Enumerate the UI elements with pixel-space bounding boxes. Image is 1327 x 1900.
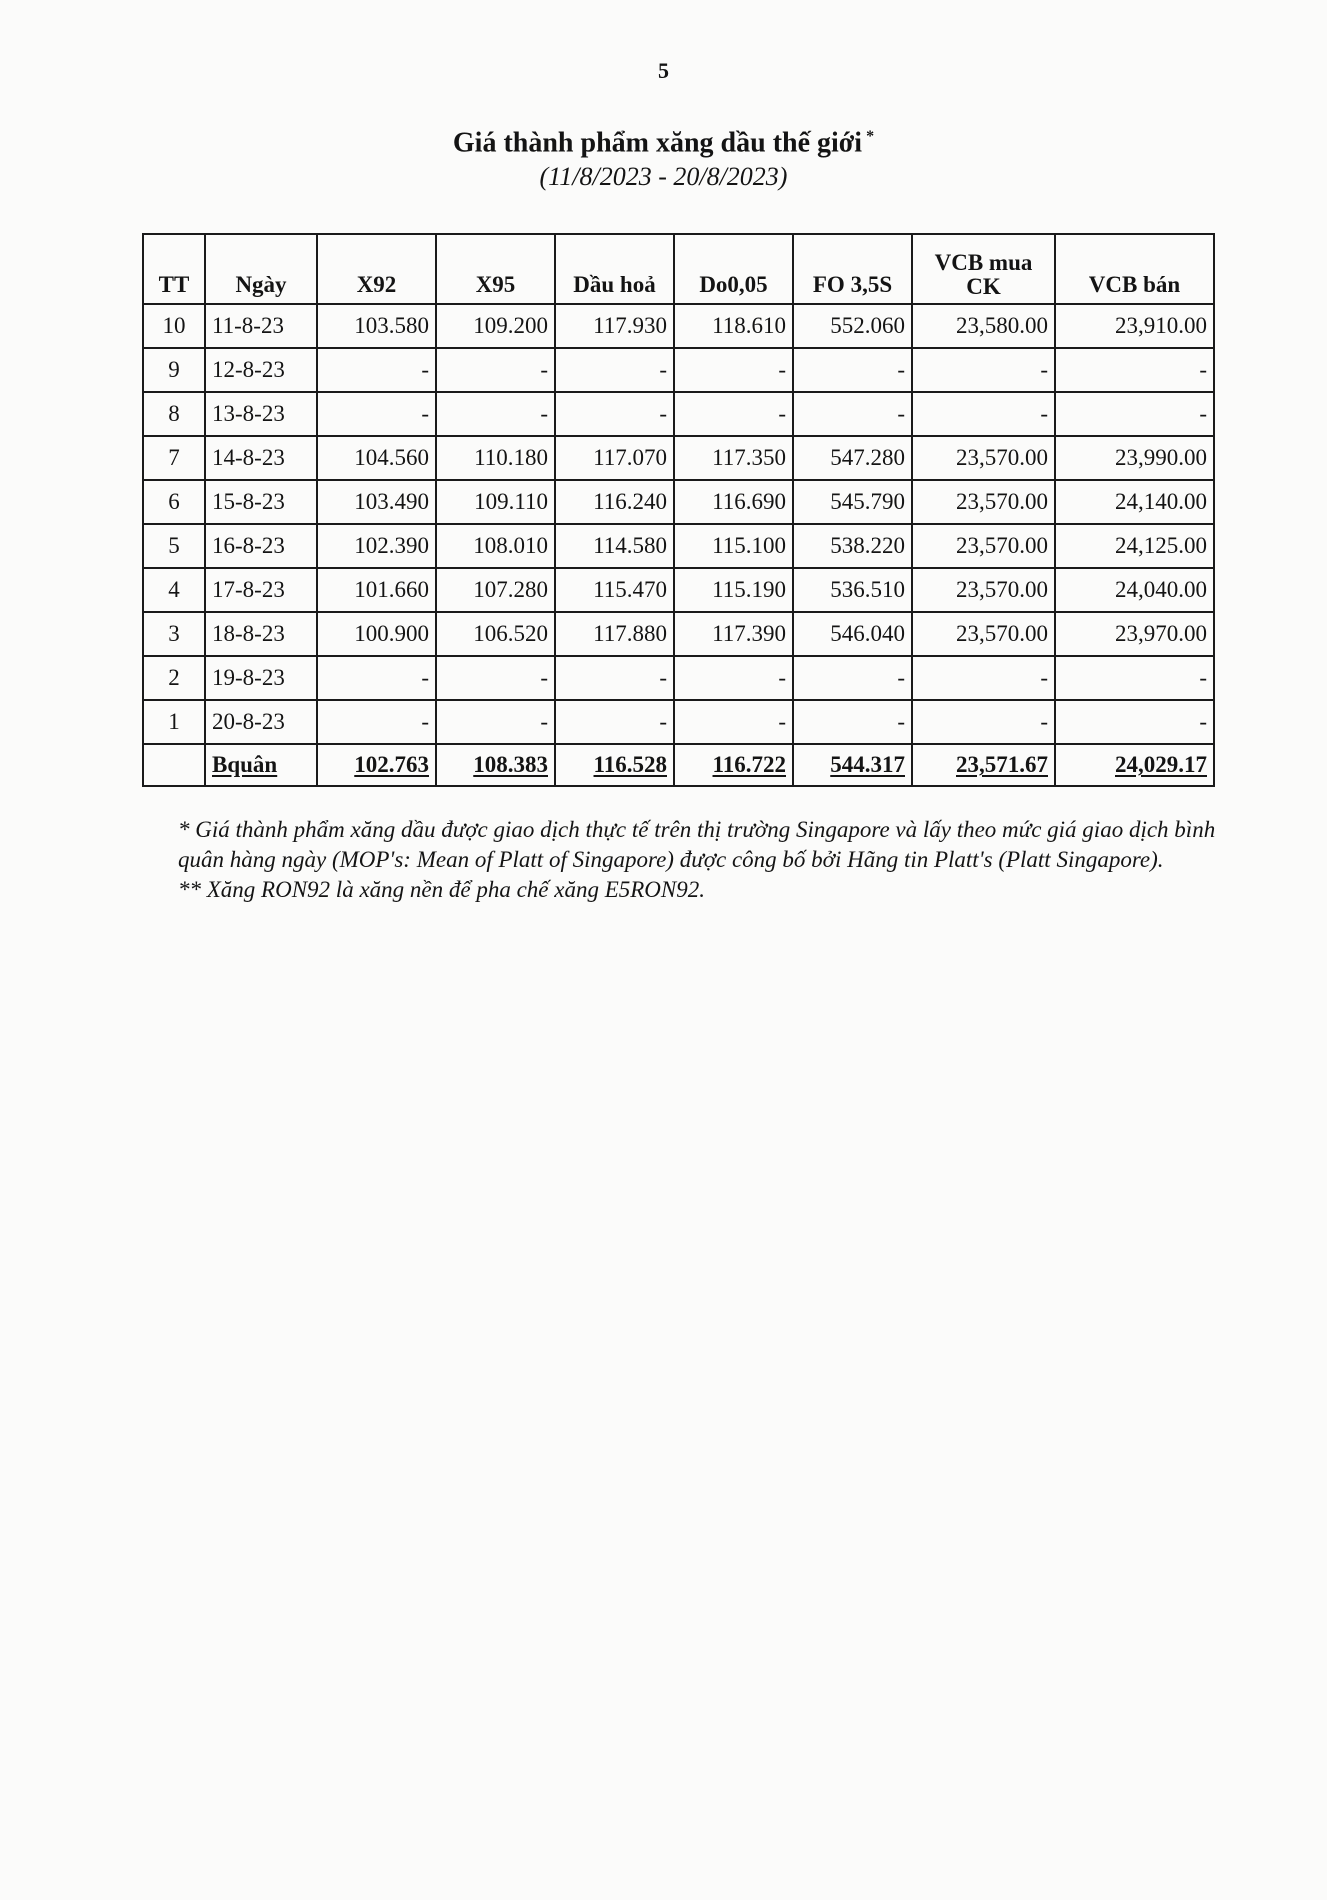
date-cell: 11-8-23 [205,304,317,348]
value-cell: 115.470 [555,568,674,612]
row-index-cell: 7 [143,436,205,480]
header-tt: TT [143,234,205,304]
average-value: 116.722 [712,752,786,777]
table-row [143,348,1214,392]
value-cell: - [436,700,555,744]
value-cell: - [912,656,1055,700]
average-value: 23,571.67 [956,752,1048,777]
value-cell: - [555,700,674,744]
value-cell: 115.190 [674,568,793,612]
value-cell: 116.240 [555,480,674,524]
value-cell: 545.790 [793,480,912,524]
date-cell: 12-8-23 [205,348,317,392]
value-cell: 23,570.00 [912,480,1055,524]
value-cell: 102.390 [317,524,436,568]
header-diesel: Do0,05 [674,234,793,304]
average-value-cell [793,744,912,786]
table-row [143,304,1214,348]
value-cell: - [1055,348,1214,392]
value-cell: 23,580.00 [912,304,1055,348]
table-row [143,568,1214,612]
average-value-cell [436,744,555,786]
header-x92: X92 [317,234,436,304]
date-cell: 19-8-23 [205,656,317,700]
value-cell: 23,910.00 [1055,304,1214,348]
value-cell: - [793,348,912,392]
footnote-2: ** Xăng RON92 là xăng nền để pha chế xăng E5RON92. [178,877,705,902]
value-cell: 100.900 [317,612,436,656]
value-cell: 103.580 [317,304,436,348]
date-cell: 17-8-23 [205,568,317,612]
value-cell: 118.610 [674,304,793,348]
row-index-cell: 1 [143,700,205,744]
row-index-cell: 3 [143,612,205,656]
header-fuel-oil: FO 3,5S [793,234,912,304]
value-cell: - [793,656,912,700]
value-cell: - [912,700,1055,744]
value-cell: - [436,348,555,392]
average-value-cell [674,744,793,786]
value-cell: 107.280 [436,568,555,612]
table-body [143,304,1214,786]
page-title [0,120,1327,160]
title-block [0,120,1327,194]
value-cell: - [793,700,912,744]
value-cell: - [436,656,555,700]
date-cell: 15-8-23 [205,480,317,524]
value-cell: 103.490 [317,480,436,524]
value-cell: 117.070 [555,436,674,480]
value-cell: 109.200 [436,304,555,348]
value-cell: 23,970.00 [1055,612,1214,656]
value-cell: 101.660 [317,568,436,612]
date-range-subtitle: (11/8/2023 - 20/8/2023) [539,162,788,192]
row-index-cell: 10 [143,304,205,348]
table-row [143,480,1214,524]
average-value: 116.528 [593,752,667,777]
value-cell: - [555,348,674,392]
value-cell: - [317,392,436,436]
value-cell: 114.580 [555,524,674,568]
average-value: 108.383 [473,752,548,777]
value-cell: 115.100 [674,524,793,568]
table-row [143,524,1214,568]
date-cell: 20-8-23 [205,700,317,744]
value-cell: - [674,700,793,744]
value-cell: 110.180 [436,436,555,480]
footnote-1: * Giá thành phẩm xăng dầu được giao dịch thực tế trên thị trường Singapore và lấy theo mức giá giao dịch bình quân hàng ngày (MOP's: Mean of Platt of Singapore) được công bố bởi Hãng tin Platt's (Platt Singapore). [178,817,1216,872]
row-index-cell: 9 [143,348,205,392]
value-cell: - [317,656,436,700]
value-cell: - [674,392,793,436]
value-cell: - [674,656,793,700]
average-value-cell [555,744,674,786]
value-cell: - [1055,656,1214,700]
average-empty-cell [143,744,205,786]
average-value: 102.763 [354,752,429,777]
table-header-row [143,234,1214,304]
value-cell: - [674,348,793,392]
title-footnote-mark: * [866,128,875,145]
value-cell: 23,570.00 [912,612,1055,656]
row-index-cell: 8 [143,392,205,436]
row-index-cell: 6 [143,480,205,524]
average-row [143,744,1214,786]
page-number: 5 [658,58,669,83]
average-label-cell [205,744,317,786]
value-cell: 116.690 [674,480,793,524]
value-cell: 23,570.00 [912,524,1055,568]
value-cell: - [912,392,1055,436]
value-cell: 117.350 [674,436,793,480]
value-cell: 108.010 [436,524,555,568]
value-cell: 23,990.00 [1055,436,1214,480]
value-cell: 117.390 [674,612,793,656]
value-cell: - [317,348,436,392]
row-index-cell: 4 [143,568,205,612]
value-cell: - [1055,700,1214,744]
value-cell: 547.280 [793,436,912,480]
average-label: Bquân [212,752,278,777]
value-cell: 23,570.00 [912,568,1055,612]
header-vcb-sell: VCB bán [1055,234,1214,304]
row-index-cell: 5 [143,524,205,568]
table-row [143,656,1214,700]
value-cell: 552.060 [793,304,912,348]
value-cell: - [436,392,555,436]
value-cell: - [317,700,436,744]
average-value-cell [1055,744,1214,786]
header-kerosene: Dầu hoả [555,234,674,304]
value-cell: - [1055,392,1214,436]
footnotes [178,815,1218,905]
average-value: 544.317 [830,752,905,777]
table-row [143,436,1214,480]
header-date: Ngày [205,234,317,304]
average-value: 24,029.17 [1115,752,1207,777]
value-cell: 24,040.00 [1055,568,1214,612]
date-cell: 14-8-23 [205,436,317,480]
header-vcb-buy: VCB mua CK [912,234,1055,304]
date-cell: 18-8-23 [205,612,317,656]
average-value-cell [317,744,436,786]
value-cell: 117.880 [555,612,674,656]
value-cell: 104.560 [317,436,436,480]
value-cell: 546.040 [793,612,912,656]
value-cell: 24,140.00 [1055,480,1214,524]
table-row [143,700,1214,744]
value-cell: 538.220 [793,524,912,568]
value-cell: 536.510 [793,568,912,612]
row-index-cell: 2 [143,656,205,700]
value-cell: 106.520 [436,612,555,656]
value-cell: 109.110 [436,480,555,524]
table-row [143,612,1214,656]
value-cell: 23,570.00 [912,436,1055,480]
date-cell: 13-8-23 [205,392,317,436]
value-cell: 117.930 [555,304,674,348]
value-cell: - [793,392,912,436]
value-cell: 24,125.00 [1055,524,1214,568]
value-cell: - [555,392,674,436]
value-cell: - [555,656,674,700]
date-cell: 16-8-23 [205,524,317,568]
title-text: Giá thành phẩm xăng dầu thế giới [452,127,863,159]
table-row [143,392,1214,436]
header-x95: X95 [436,234,555,304]
value-cell: - [912,348,1055,392]
price-table [142,233,1215,787]
average-value-cell [912,744,1055,786]
